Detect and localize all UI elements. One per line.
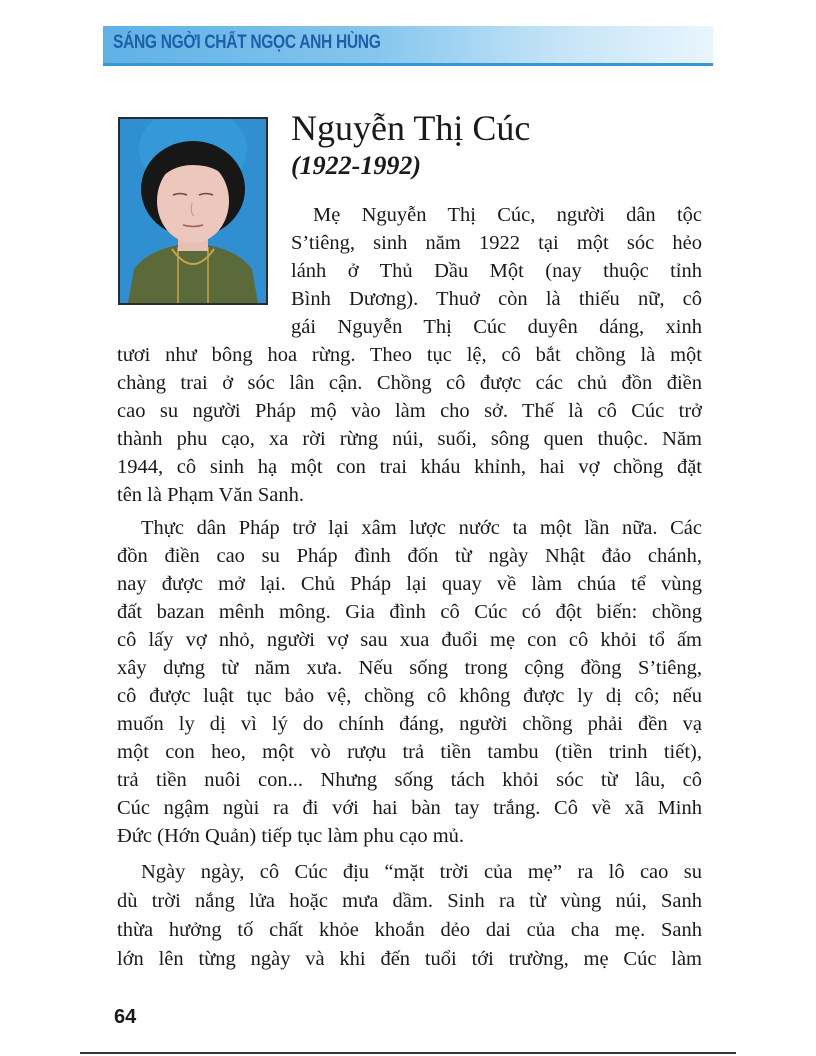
body-line: Thực dân Pháp trở lại xâm lược nước ta một lần nữa. Các bbox=[141, 517, 702, 539]
body-line: chàng trai ở sóc lân cận. Chồng cô được các chủ đồn điền bbox=[117, 372, 702, 394]
body-line: lánh ở Thủ Dầu Một (nay thuộc tỉnh bbox=[291, 260, 702, 282]
body-line: thành phu cạo, xa rời rừng núi, suối, sông quen thuộc. Năm bbox=[117, 428, 702, 450]
body-line: thừa hưởng tố chất khỏe khoắn dẻo dai của cha mẹ. Sanh bbox=[117, 919, 702, 941]
body-line: Ngày ngày, cô Cúc địu “mặt trời của mẹ” ra lô cao su bbox=[141, 861, 702, 883]
body-line: trả tiền nuôi con... Nhưng sống tách khỏi sóc từ lâu, cô bbox=[117, 769, 702, 791]
body-line: tên là Phạm Văn Sanh. bbox=[117, 484, 304, 506]
body-line: tươi như bông hoa rừng. Theo tục lệ, cô bắt chồng là một bbox=[117, 344, 702, 366]
body-line: đất bazan mênh mông. Gia đình cô Cúc có đột biến: chồng bbox=[117, 601, 702, 623]
body-line: xây dựng từ năm xưa. Nếu sống trong cộng đồng S’tiêng, bbox=[117, 657, 702, 679]
body-line: cô được luật tục bảo vệ, chồng cô không được ly dị cô; nếu bbox=[117, 685, 702, 707]
body-line: Đức (Hớn Quản) tiếp tục làm phu cạo mủ. bbox=[117, 825, 465, 847]
running-header-title: SÁNG NGỜI CHẤT NGỌC ANH HÙNG bbox=[113, 32, 381, 53]
portrait-photo bbox=[118, 117, 268, 305]
portrait-icon bbox=[120, 119, 266, 303]
body-line: cao su người Pháp mộ vào làm cho sở. Thế là cô Cúc trở bbox=[117, 400, 702, 422]
body-line: một con heo, một vò rượu trả tiền tambu (tiền trinh tiết), bbox=[117, 741, 702, 763]
footer-divider bbox=[80, 1052, 736, 1054]
body-line: 1944, cô sinh hạ một con trai kháu khỉnh, hai vợ chồng đặt bbox=[117, 456, 702, 478]
body-line: đồn điền cao su Pháp đình đốn từ ngày Nhật đảo chánh, bbox=[117, 545, 702, 567]
body-line: S’tiêng, sinh năm 1922 tại một sóc hẻo bbox=[291, 232, 702, 254]
body-line: cô lấy vợ nhỏ, người vợ sau xua đuổi mẹ con cô khỏi tổ ấm bbox=[117, 629, 702, 651]
body-line: muốn ly dị vì lý do chính đáng, người chồng phải đền vạ bbox=[117, 713, 702, 735]
body-line: dù trời nắng lửa hoặc mưa dầm. Sinh ra từ vùng núi, Sanh bbox=[117, 890, 702, 912]
body-line: lớn lên từng ngày và khi đến tuổi tới trường, mẹ Cúc làm bbox=[117, 948, 702, 970]
page-number: 64 bbox=[114, 1006, 137, 1028]
body-line: nay được mở lại. Chủ Pháp lại quay về làm chúa tể vùng bbox=[117, 573, 702, 595]
body-line: Bình Dương). Thuở còn là thiếu nữ, cô bbox=[291, 288, 702, 310]
body-line: gái Nguyễn Thị Cúc duyên dáng, xinh bbox=[291, 316, 702, 338]
body-line: Mẹ Nguyễn Thị Cúc, người dân tộc bbox=[313, 204, 702, 226]
person-years: (1922-1992) bbox=[291, 151, 421, 180]
person-name: Nguyễn Thị Cúc bbox=[291, 108, 531, 148]
body-line: Cúc ngậm ngùi ra đi với hai bàn tay trắng. Cô về xã Minh bbox=[117, 797, 702, 819]
